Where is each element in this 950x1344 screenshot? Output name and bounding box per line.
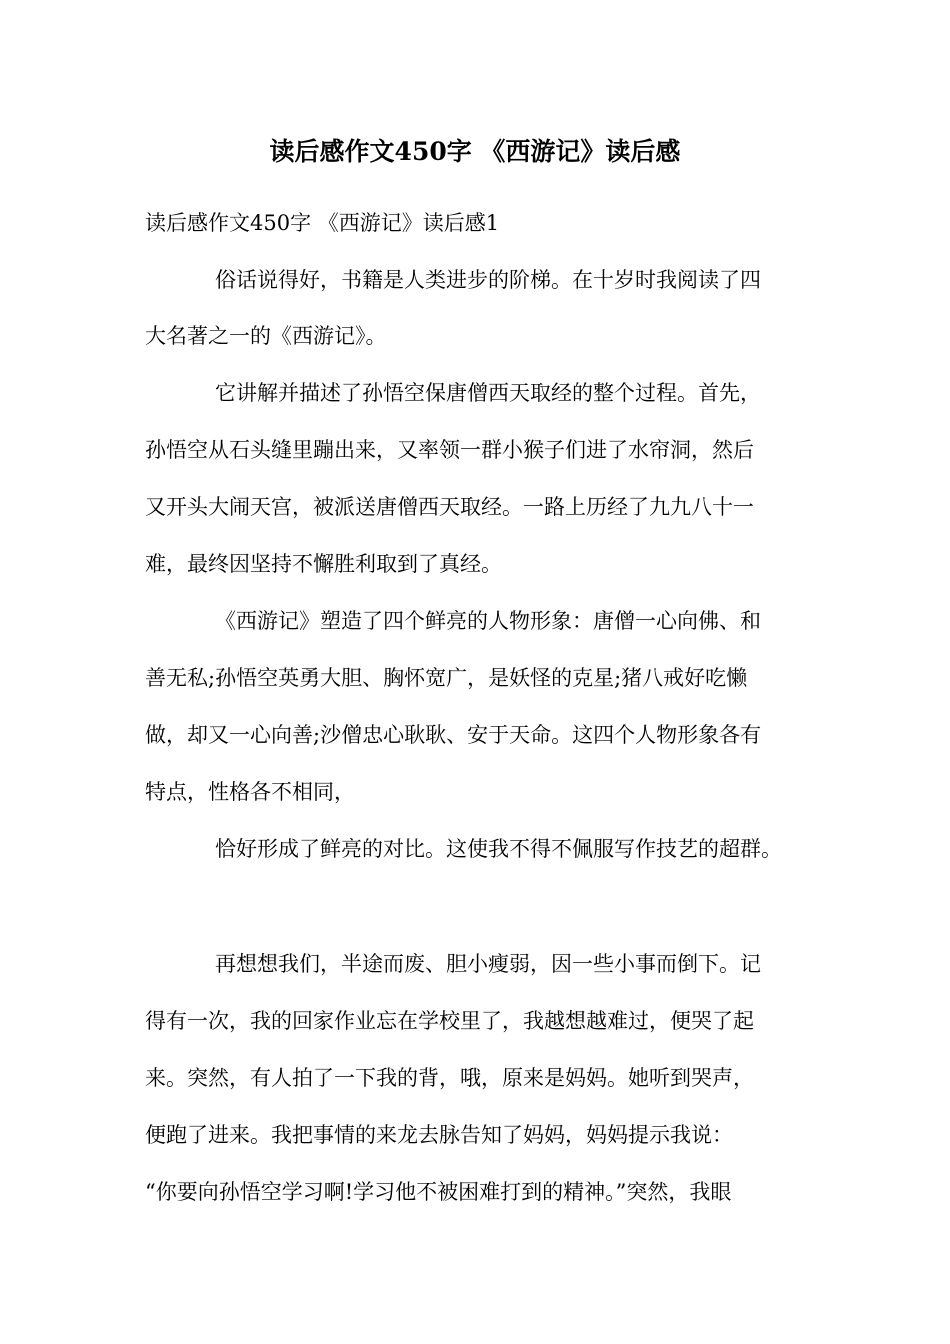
paragraph-line: 大名著之一的《西游记》。 <box>145 324 387 348</box>
paragraph-line: 俗话说得好，书籍是人类进步的阶梯。在十岁时我阅读了四 <box>215 268 761 292</box>
paragraph-line: 做，却又一心向善;沙僧忠心耿耿、安于天命。这四个人物形象各有 <box>145 723 762 747</box>
paragraph-line: 恰好形成了鲜亮的对比。这使我不得不佩服写作技艺的超群。 <box>215 837 782 861</box>
paragraph-line: “你要向孙悟空学习啊!学习他不被困难打到的精神。”突然，我眼 <box>145 1180 732 1204</box>
paragraph-line: 得有一次，我的回家作业忘在学校里了，我越想越难过，便哭了起 <box>145 1009 754 1033</box>
paragraph-line: 便跑了进来。我把事情的来龙去脉告知了妈妈，妈妈提示我说： <box>145 1123 733 1147</box>
paragraph-line: 难，最终因坚持不懈胜利取到了真经。 <box>145 552 502 576</box>
paragraph-line: 来。突然，有人拍了一下我的背，哦，原来是妈妈。她听到哭声， <box>145 1066 754 1090</box>
paragraph-line: 善无私;孙悟空英勇大胆、胸怀宽广，是妖怪的克星;猪八戒好吃懒 <box>145 666 748 690</box>
paragraph-line: 再想想我们，半途而废、胆小瘦弱，因一些小事而倒下。记 <box>215 952 761 976</box>
paragraph-line: 特点，性格各不相同， <box>145 780 355 804</box>
section-heading: 读后感作文450字 《西游记》读后感1 <box>145 211 500 235</box>
paragraph-line: 孙悟空从石头缝里蹦出来，又率领一群小猴子们进了水帘洞，然后 <box>145 438 754 462</box>
paragraph-line: 《西游记》塑造了四个鲜亮的人物形象：唐僧一心向佛、和 <box>215 609 761 633</box>
document-title: 读后感作文450字 《西游记》读后感 <box>269 137 681 166</box>
paragraph-line: 又开头大闹天宫，被派送唐僧西天取经。一路上历经了九九八十一 <box>145 495 754 519</box>
paragraph-line: 它讲解并描述了孙悟空保唐僧西天取经的整个过程。首先， <box>215 381 761 405</box>
